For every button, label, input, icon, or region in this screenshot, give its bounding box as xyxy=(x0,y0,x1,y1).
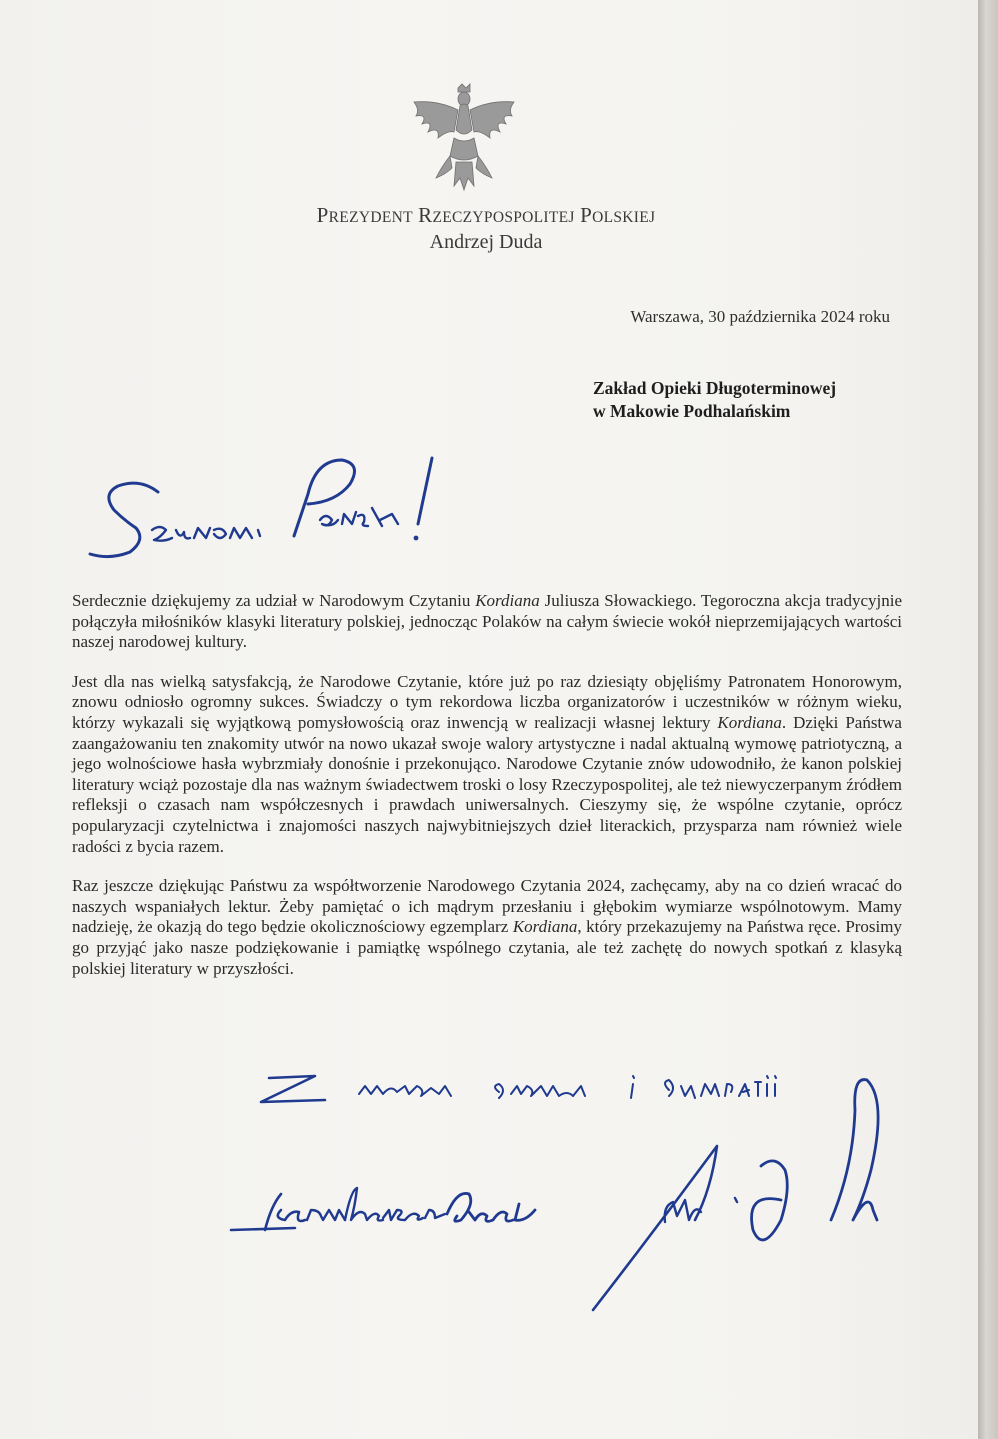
signature-left xyxy=(225,1180,565,1250)
office-title: PREZYDENT RZECZYPOSPOLITEJ POLSKIEJ xyxy=(316,203,656,227)
handwritten-salutation xyxy=(80,450,440,580)
place-date: Warszawa, 30 października 2024 roku xyxy=(630,307,890,326)
recipient-line-1: Zakład Opieki Długoterminowej xyxy=(593,378,837,398)
book-page-edge xyxy=(978,0,998,1439)
paragraph-3: Raz jeszcze dziękując Państwu za współtworzenie Narodowego Czytania 2024, zachęcamy, aby na co dzień wracać do naszych wspaniałych lektur. Żeby pamiętać o ich mądrym przesłaniu i głębokim wymiarze wspólnotowym. Mamy nadzieję, że okazją do tego będzie okolicznościowy egzemplarz Kordiana, który przekazujemy na Państwa ręce. Prosimy go przyjąć jako nasze podziękowanie i pamiątkę wspólnego czytania, ale też zachętę do nowych spotkań z klasyką polskiej literatury w przyszłości. xyxy=(72,876,902,978)
signature-right xyxy=(585,1070,895,1320)
president-name: Andrzej Duda xyxy=(429,231,543,253)
paragraph-2: Jest dla nas wielką satysfakcją, że Narodowe Czytanie, które już po raz dziesiąty objęliśmy Patronatem Honorowym, znowu odniosło ogromny sukces. Świadczy o tym rekordowa liczba organizatorów i uczestników w różnym wieku, którzy wykazali się wyjątkową pomysłowością oraz inwencją w realizacji własnej lektury Kordiana. Dzięki Państwa zaangażowaniu ten znakomity utwór na nowo ukazał swoje walory artystyczne i nadal aktualną wymowę patriotyczną, a jego wolnościowe hasła wybrzmiały donośnie i przekonująco. Narodowe Czytanie znów udowodniło, że kanon polskiej literatury wciąż pozostaje dla nas ważnym świadectwem troski o losy Rzeczypospolitej, ale też niewyczerpanym źródłem refleksji o czasach nam współczesnych i prawdach uniwersalnych. Cieszymy się, że wspólne czytanie, oprócz popularyzacji czytelnictwa i znajomości naszych najwybitniejszych dzieł literackich, przysparza nam również wiele radości z bycia razem. xyxy=(72,671,902,856)
salutation-text xyxy=(80,450,88,451)
letter-body xyxy=(72,591,902,998)
recipient-address xyxy=(593,377,836,423)
paragraph-1: Serdecznie dziękujemy za udział w Narodowym Czytaniu Kordiana Juliusza Słowackiego. Tegoroczna akcja tradycyjnie połączyła miłośników klasyki literatury polskiej, jednocząc Polaków na całym świecie wokół nieprzemijających wartości naszej narodowej kultury. xyxy=(72,591,902,652)
polish-eagle-emblem xyxy=(408,82,520,194)
recipient-line-2: w Makowie Podhalańskim xyxy=(593,401,791,421)
